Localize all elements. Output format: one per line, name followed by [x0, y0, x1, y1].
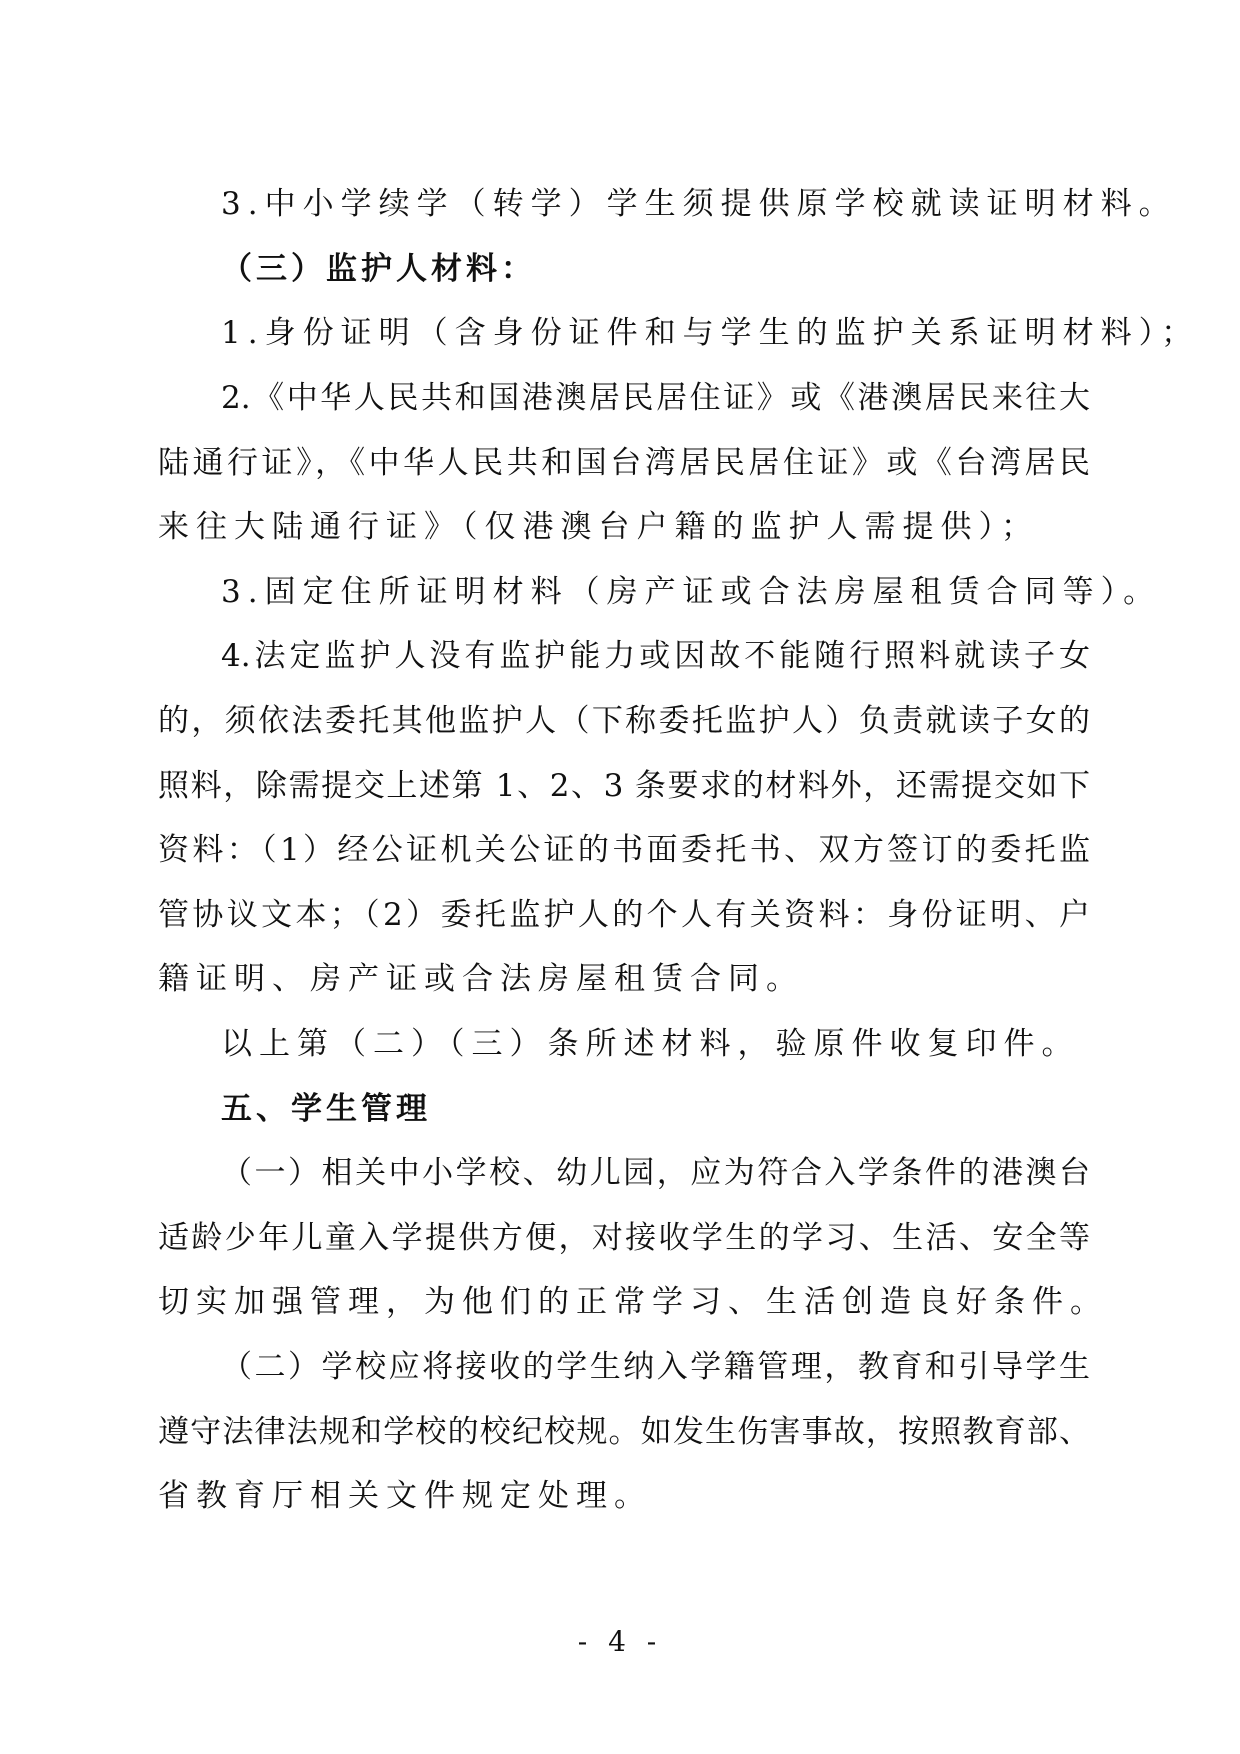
paragraph-line: 以上第（二）（三）条所述材料，验原件收复印件。	[221, 1026, 1080, 1062]
paragraph-line: 2.《中华人民共和国港澳居民居住证》或《港澳居民来往大	[221, 380, 1090, 416]
paragraph-line: 遵守法律法规和学校的校纪校规。如发生伤害事故，按照教育部、	[158, 1414, 1090, 1450]
paragraph-line: 省教育厅相关文件规定处理。	[158, 1478, 652, 1514]
paragraph-line: 籍证明、房产证或合法房屋租赁合同。	[158, 961, 804, 997]
paragraph-line: 陆通行证》，《中华人民共和国台湾居民居住证》或《台湾居民	[158, 445, 1090, 481]
paragraph-line: 来往大陆通行证》（仅港澳台户籍的监护人需提供）；	[158, 509, 1039, 545]
section-heading: （三）监护人材料：	[221, 251, 536, 287]
paragraph-line: 4.法定监护人没有监护能力或因故不能随行照料就读子女	[221, 638, 1090, 674]
section-heading: 五、学生管理	[221, 1091, 431, 1127]
paragraph-line: 3.中小学续学（转学）学生须提供原学校就读证明材料。	[221, 186, 1177, 222]
paragraph-line: 3.固定住所证明材料（房产证或合法房屋租赁合同等）。	[221, 574, 1162, 610]
paragraph-line: 资料：（1）经公证机关公证的书面委托书、双方签订的委托监	[158, 832, 1090, 868]
paragraph-line: 照料，除需提交上述第 1、2、3 条要求的材料外，还需提交如下	[158, 768, 1090, 804]
paragraph-line: 管协议文本；（2）委托监护人的个人有关资料：身份证明、户	[158, 897, 1090, 933]
paragraph-line: 的，须依法委托其他监护人（下称委托监护人）负责就读子女的	[158, 703, 1090, 739]
paragraph-line: 适龄少年儿童入学提供方便，对接收学生的学习、生活、安全等	[158, 1220, 1090, 1256]
paragraph-line: 切实加强管理，为他们的正常学习、生活创造良好条件。	[158, 1284, 1108, 1320]
page-number: - 4 -	[577, 1625, 663, 1658]
paragraph-line: （二）学校应将接收的学生纳入学籍管理，教育和引导学生	[221, 1349, 1090, 1385]
paragraph-line: 1.身份证明（含身份证件和与学生的监护关系证明材料）；	[221, 315, 1200, 351]
paragraph-line: （一）相关中小学校、幼儿园，应为符合入学条件的港澳台	[221, 1155, 1090, 1191]
